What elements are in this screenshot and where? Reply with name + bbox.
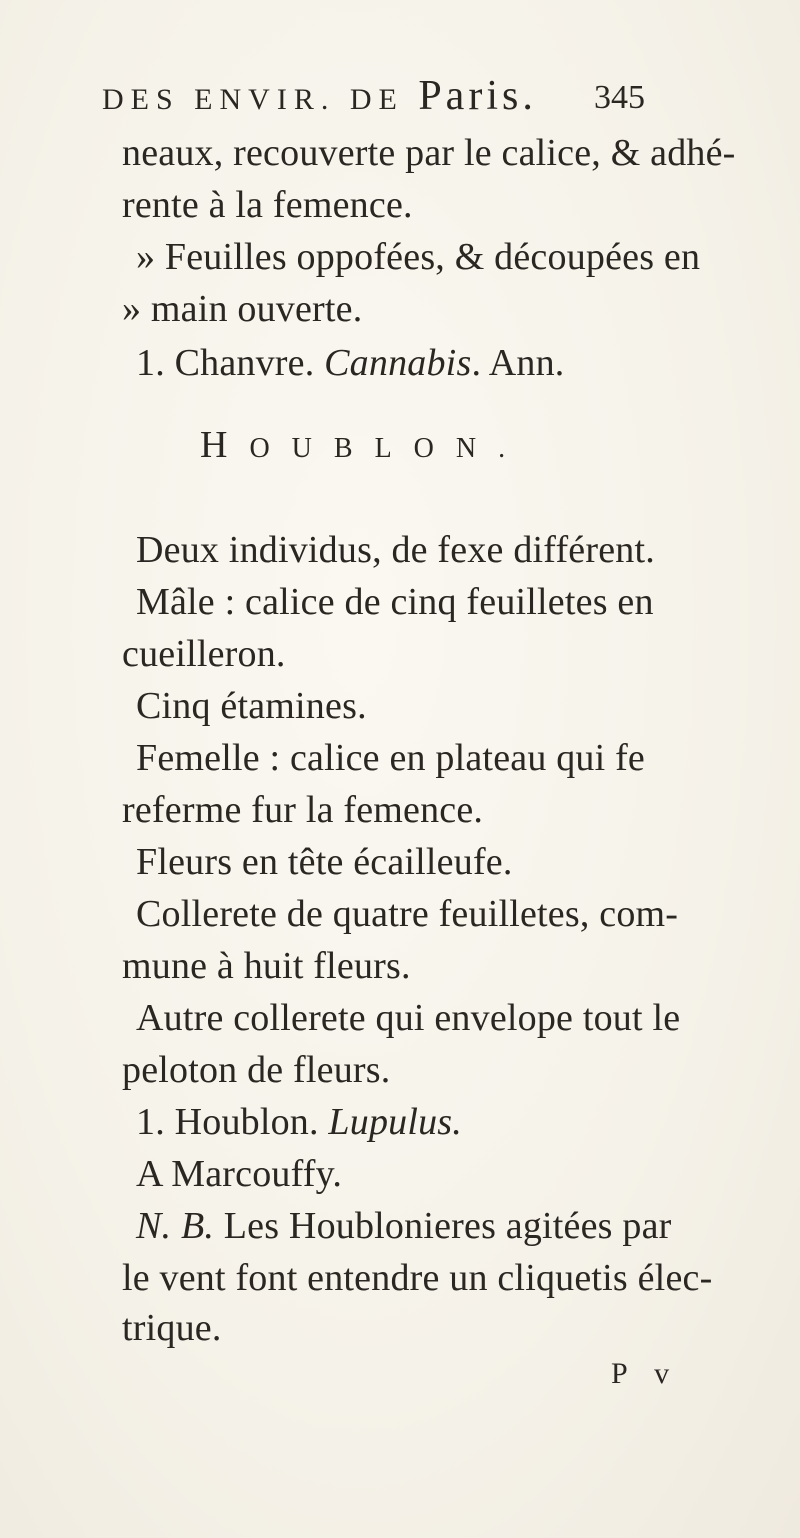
text-line (136, 1203, 671, 1249)
latin-name: Cannabis (324, 342, 472, 384)
text-line: referme fur la femence. (122, 789, 484, 831)
text-line: » main ouverte. (122, 288, 363, 330)
latin-name: Lupulus. (328, 1101, 462, 1143)
text-line: le vent font entendre un cliquetis élec- (122, 1257, 713, 1299)
text-line: trique. (122, 1307, 222, 1349)
text-line: cueilleron. (122, 633, 286, 675)
text-line: Femelle : calice en plateau qui fe (136, 737, 646, 779)
text-line: Cinq étamines. (136, 685, 367, 727)
signature-mark: P v (611, 1357, 680, 1390)
text-line: » Feuilles oppofées, & découpées en (136, 236, 701, 278)
running-head (102, 73, 537, 120)
text-line: Collerete de quatre feuilletes, com- (136, 893, 679, 935)
section-title (200, 425, 527, 469)
running-head-end: Paris. (418, 73, 537, 119)
running-head-start: DES ENVIR. DE (102, 83, 419, 116)
text-span: 1. Chanvre. (136, 342, 325, 384)
text-line (136, 1099, 462, 1145)
text-line: Autre collerete qui envelope tout le (136, 997, 681, 1039)
text-line: mune à huit fleurs. (122, 945, 411, 987)
text-line: Deux individus, de fexe différent. (136, 529, 655, 571)
text-line: neaux, recouverte par le calice, & adhé- (122, 132, 736, 174)
nota-bene: N. B. (136, 1205, 215, 1247)
text-line: A Marcouffy. (136, 1153, 343, 1195)
page-number: 345 (594, 79, 645, 116)
text-line: Fleurs en tête écailleufe. (136, 841, 513, 883)
text-span: . Ann. (471, 342, 565, 384)
section-title-initial: H (200, 424, 250, 466)
text-line (136, 340, 564, 386)
text-span: 1. Houblon. (136, 1101, 329, 1143)
section-title-rest: OUBLON. (249, 433, 528, 464)
text-line: Mâle : calice de cinq feuilletes en (136, 581, 654, 623)
text-span: Les Houblonieres agitées par (214, 1205, 672, 1247)
text-line: rente à la femence. (122, 184, 413, 226)
text-line: peloton de fleurs. (122, 1049, 391, 1091)
